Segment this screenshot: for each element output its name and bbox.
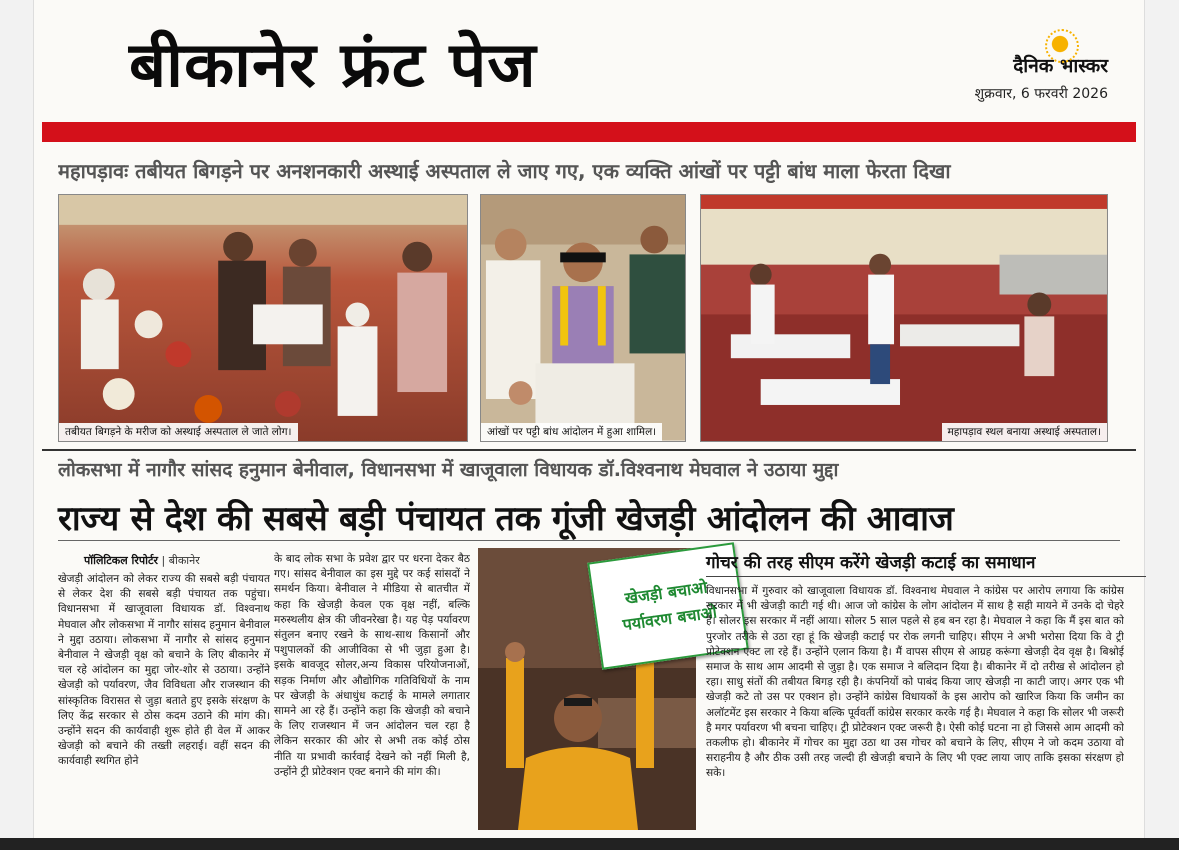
issue-date: शुक्रवार, 6 फरवरी 2026	[974, 86, 1108, 102]
article-column-2: के बाद लोक सभा के प्रवेश द्वार पर धरना देकर बैठ गए। सांसद बेनीवाल का इस मुद्दे पर कई सांसदों ने समर्थन किया। बेनीवाल ने मीडिया से बातचीत में कहा कि खेजड़ी केवल एक वृक्ष नहीं, बल्कि मरुस्थलीय क्षेत्र की जीवनरेखा है। यह पेड़ पर्यावरण संतुलन बनाए रखने के साथ-साथ किसानों और पशुपालकों की आजीविका से भी जुड़ा हुआ है। इसके बावजूद सोलर,अन्य विकास परियोजनाओं, सड़क निर्माण और औद्योगिक गतिविधियों के नाम पर खेजड़ी के अंधाधुंध कटाई के मामले लगातार सामने आ रहे हैं। उन्होंने कहा कि खेजड़ी को बचाने के लिए राजस्थान में जन आंदोलन चल रहा है लेकिन सरकार की ओर से अभी तक कोई ठोस नीति या प्रभावी कार्रवाई देखने को नहीं मिली है, उन्होंने ट्री प्रोटेक्शन एक्ट बनाने की मांग की।	[274, 553, 470, 778]
top-story-headline: महापड़ावः तबीयत बिगड़ने पर अनशनकारी अस्थाई अस्पताल ले जाए गए, एक व्यक्ति आंखों पर पट्टी बांध माला फेरता दिखा	[58, 159, 951, 183]
photo-temporary-hospital	[700, 194, 1108, 442]
publication-logo	[975, 40, 1108, 103]
main-story-headline: राज्य से देश की सबसे बड़ी पंचायत तक गूंजी खेजड़ी आंदोलन की आवाज	[58, 499, 954, 539]
page-bottom-edge	[0, 838, 1179, 850]
photo-caption: महापड़ाव स्थल बनाया अस्थाई अस्पताल।	[942, 423, 1107, 441]
article-column-1: खेजड़ी आंदोलन को लेकर राज्य की सबसे बड़ी पंचायत से लेकर देश की सबसे बड़ी पंचायत तक पहुंचा। विधानसभा में खाजूवाला विधायक डॉ. विश्वनाथ मेघवाल और लोकसभा में नागौर सांसद हनुमान बेनीवाल ने मुद्दा उठाया। लोकसभा में नागौर से सांसद हनुमान बेनीवाल ने खेजड़ी वृक्ष को बचाने के लिए बीकानेर में चल रहे आंदोलन का मुद्दा जोर-शोर से उठाया। उन्होंने खेजड़ी को पर्यावरण, जैव विविधता और राजस्थान की सांस्कृतिक विरासत से जुड़ा बताते हुए इसके संरक्षण के लिए केंद्र सरकार से ठोस कदम उठाने की मांग की। उन्होंने सदन की कार्यवाही शुरू होते ही वेल में आकर खेजड़ी को बचाने की तख्ती लहराई। वहीं सदन की कार्यवाही स्थगित होने	[58, 573, 270, 768]
main-story-strap: लोकसभा में नागौर सांसद हनुमान बेनीवाल, विधानसभा में खाजूवाला विधायक डॉ.विश्वनाथ मेघवाल ने उठाया मुद्दा	[58, 459, 839, 481]
photo-caption: आंखों पर पट्टी बांध आंदोलन में हुआ शामिल।	[481, 423, 662, 441]
byline: पॉलिटिकल रिपोर्टर | बीकानेर	[84, 554, 200, 567]
photo-caption: तबीयत बिगड़ने के मरीज को अस्थाई अस्पताल ले जाते लोग।	[59, 423, 298, 441]
photo-blindfolded-man	[480, 194, 686, 442]
blindfolded-man-image	[481, 195, 685, 441]
headline-divider	[58, 540, 1120, 541]
placard-line-1: खेजड़ी बचाओ	[623, 577, 709, 608]
placard-line-2: पर्यावरण बचाओ	[621, 602, 719, 635]
temporary-hospital-image	[701, 195, 1107, 442]
crowd-scene-image	[59, 195, 467, 442]
side-story-body: विधानसभा में गुरुवार को खाजूवाला विधायक डॉ. विश्वनाथ मेघवाल ने कांग्रेस पर आरोप लगाया कि कांग्रेस सरकार में भी खेजड़ी काटी गई थी। आज जो कांग्रेस के लोग आंदोलन में साथ है सही मायने में उनके दो चेहरे हैं। सोलर इस सरकार में नहीं आया। सोलर 5 साल पहले से हब बन रहा है। मेघवाल ने कहा कि मैं इस बात को पुरजोर तरीके से उठा रहा हूं कि खेजड़ी कटाई पर रोक लगनी चाहिए। सीएम ने अभी भरोसा दिया कि वे ट्री प्रोटेक्शन एक्ट ला रहे हैं। उन्होंने एलान किया है। मैं वापस सीएम से आग्रह करूंगा खेजड़ी देव वृक्ष है। बिश्नोई समाज के साथ आम आदमी से जुड़ा है। एक समाज ने बलिदान दिया है। बीकानेर में दो तरीख से आंदोलन हो रहा। साधु संतों की तबीयत बिगड़ रही है। कंपनियों को पाबंद किया जाए खेजड़ी ना काटी जाए। अगर एक भी खेजड़ी कटे तो उस पर एक्शन हो। उन्होंने कांग्रेस विधायकों के इस आरोप को खारिज किया कि जमीन का अलॉटमेंट इस सरकार ने किया बल्कि पूर्ववर्ती कांग्रेस सरकार करके गई है। मेघवाल ने कहा कि सोलर भी जरूरी है मगर पर्यावरण भी बचना चाहिए। ट्री प्रोटेक्शन एक्ट जरूरी है। ऐसी कोई घटना ना हो जिससे आम आदमी को तकलीफ हो। बीकानेर में गोचर का मुद्दा उठा था उस गोचर को बचाने के लिए, सीएम ने जो कदम उठाया वो सराहनीय है और ठीक उसी तरह जल्दी ही खेजड़ी बचाने के लिए भी एक्ट लाया जाए ताकि इसका संरक्षण हो सके।	[706, 585, 1124, 780]
masthead-red-bar	[42, 122, 1136, 142]
side-story-headline: गोचर की तरह सीएम करेंगे खेजड़ी कटाई का समाधान	[706, 553, 1036, 573]
newspaper-page	[33, 0, 1145, 850]
page-title: बीकानेर फ्रंट पेज	[129, 28, 537, 101]
byline-place: बीकानेर	[168, 554, 200, 567]
photo-crowd-carrying-patient	[58, 194, 468, 442]
publication-name: दैनिक भास्कर	[1013, 55, 1108, 77]
side-headline-underline	[706, 576, 1146, 577]
section-divider	[42, 449, 1136, 451]
byline-role: पॉलिटिकल रिपोर्टर	[84, 554, 159, 567]
sun-logo-icon	[1050, 34, 1070, 54]
